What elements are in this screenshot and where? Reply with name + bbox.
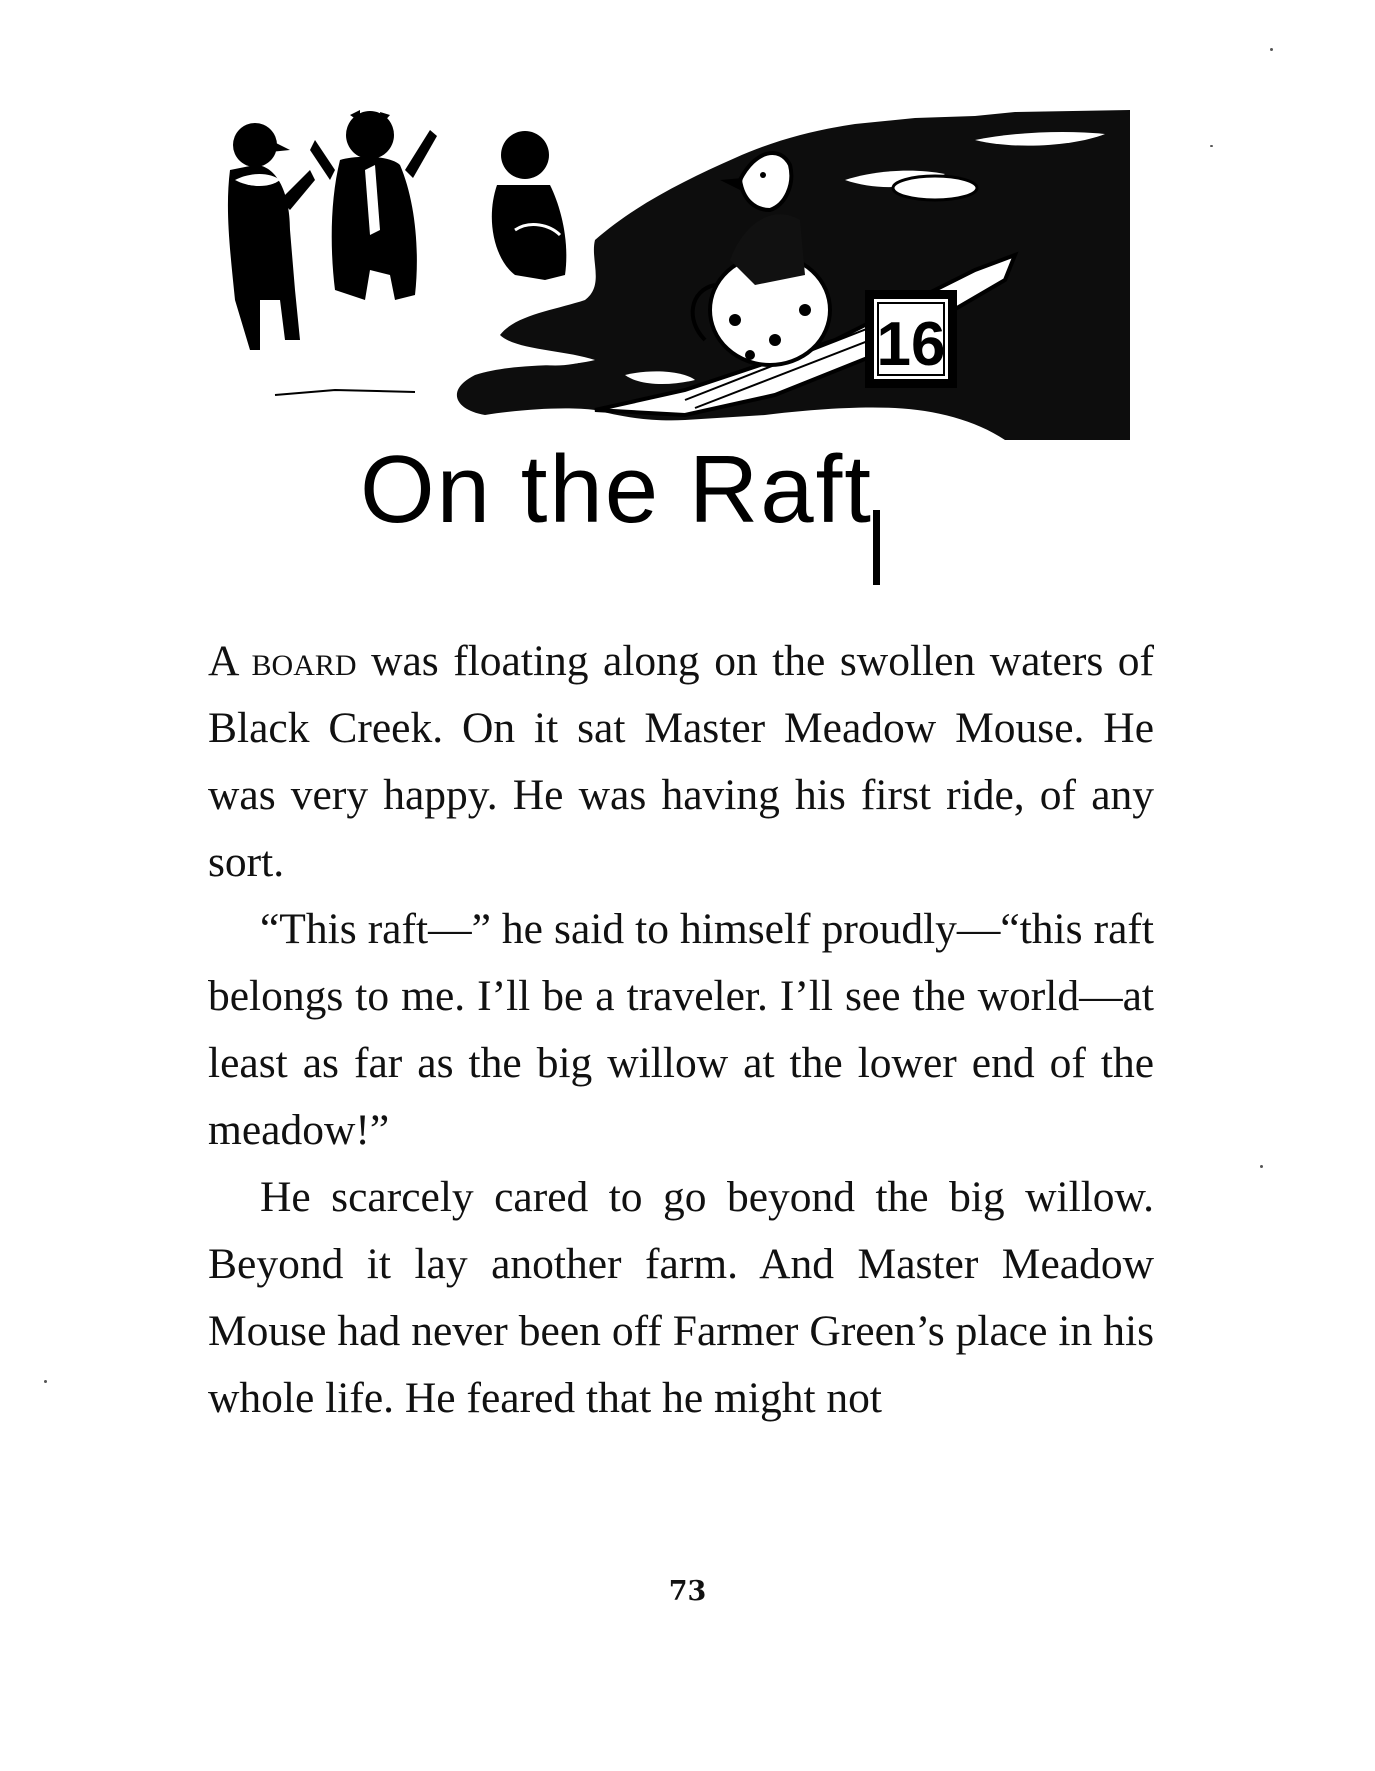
- scan-speck: [44, 1380, 47, 1383]
- paragraph-text: was floating along on the swollen waters of Black Creek. On it sat Master Meadow Mouse. He was very happy. He was having his first ride, of any sort.: [208, 637, 1154, 886]
- title-flourish: [873, 510, 880, 585]
- scan-speck: [1210, 145, 1213, 147]
- page-number: 73: [668, 1576, 707, 1607]
- paragraph-lead: A board: [208, 637, 357, 685]
- chapter-title: On the Raft: [360, 436, 873, 543]
- scan-speck: [1260, 1165, 1263, 1168]
- paragraph-1: [208, 628, 1154, 896]
- scan-speck: [1270, 48, 1273, 51]
- paragraph-3: He scarcely cared to go beyond the big willow. Beyond it lay another farm. And Master Meadow Mouse had never been off Farmer Green’s place in his whole life. He feared that he might not: [208, 1173, 1154, 1422]
- chapter-illustration: [215, 110, 1130, 455]
- paragraph-2: “This raft—” he said to himself proudly—“this raft belongs to me. I’ll be a traveler. I’ll see the world—at least as far as the big willow at the lower end of the meadow!”: [208, 905, 1154, 1154]
- chapter-number: 16: [876, 310, 946, 379]
- chapter-body: [208, 628, 1154, 1432]
